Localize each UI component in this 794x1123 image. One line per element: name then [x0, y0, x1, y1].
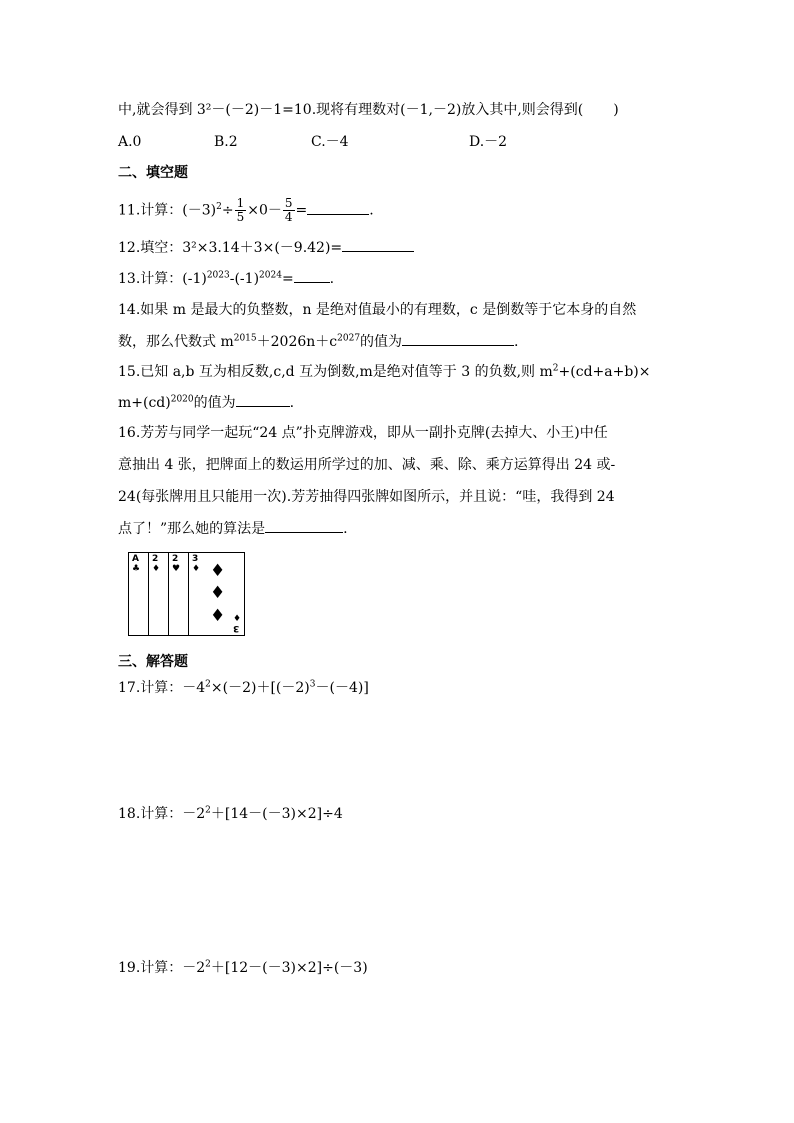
- q10-options: [118, 132, 718, 152]
- q18-a: 18.计算：－2: [118, 806, 206, 822]
- q13-mid: -(-1): [229, 271, 260, 287]
- q11-eq: =: [295, 202, 308, 219]
- answer-blank[interactable]: [236, 392, 290, 407]
- q19-b: ＋[12－(－3)×2]÷(－3): [210, 960, 368, 976]
- diamond-icon: ♦: [152, 564, 161, 574]
- q17-text: [118, 678, 369, 698]
- answer-blank[interactable]: [265, 518, 343, 533]
- q15-a: 15.已知 a,b 互为相反数,c,d 互为倒数,m是绝对值等于 3 的负数,则 m: [118, 364, 553, 380]
- frac2-den: 4: [284, 210, 293, 224]
- answer-blank[interactable]: [402, 331, 514, 346]
- fraction-1-5: [235, 197, 247, 224]
- q15-line1: [118, 362, 651, 382]
- option-c: C.－4: [311, 134, 349, 150]
- q11-div: ÷: [221, 202, 234, 219]
- diamond-icon: ♦: [192, 564, 201, 574]
- q17-c: －(－4)]: [315, 680, 369, 696]
- card-three-diamonds: [189, 553, 244, 635]
- q16-line1: 16.芳芳与同学一起玩“24 点”扑克牌游戏，即从一副扑克牌(去掉大、小王)中任: [118, 425, 608, 441]
- frac2-num: 5: [284, 196, 293, 210]
- frac1-den: 5: [236, 210, 245, 224]
- q15-b: +(cd+a+b)×: [558, 364, 651, 380]
- answer-blank[interactable]: [307, 200, 369, 215]
- card-rank-inverted: 3: [233, 623, 240, 633]
- q11-text: [118, 197, 374, 224]
- q19-text: [118, 958, 368, 978]
- q16-line3: 24(每张牌用且只能用一次).芳芳抽得四张牌如图所示，并且说：“哇，我得到 24: [118, 489, 615, 505]
- diamond-icon: ♦: [233, 614, 242, 624]
- q11-end: .: [369, 202, 374, 219]
- q12-text: [118, 237, 414, 258]
- q16-a: 点了！”那么她的算法是: [118, 521, 266, 537]
- q15-line2: [118, 392, 294, 413]
- section-2-title: 二、填空题: [118, 165, 188, 181]
- q18-text: [118, 804, 343, 824]
- answer-blank[interactable]: [342, 237, 414, 252]
- frac1-num: 1: [236, 196, 245, 210]
- fraction-5-4: [283, 197, 295, 224]
- q13-exp1: 2023: [206, 270, 230, 281]
- q13-prefix: 13.计算：(-1): [118, 271, 207, 287]
- section-3-title: 三、解答题: [118, 654, 188, 670]
- diamond-pip-icon: ♦: [210, 606, 226, 626]
- option-b: B.2: [214, 134, 238, 150]
- q18-exp: 2: [205, 805, 211, 816]
- card-ace-clubs: [129, 553, 149, 635]
- q17-exp: 2: [205, 679, 211, 690]
- q19-exp: 2: [205, 959, 211, 970]
- q14-line1: 14.如果 m 是最大的负整数，n 是绝对值最小的有理数，c 是倒数等于它本身的自然: [118, 302, 637, 318]
- q17-b: ×(－2)＋[(－2): [210, 680, 310, 696]
- q14-exp2: 2027: [337, 333, 361, 344]
- q17-a: 17.计算：－4: [118, 680, 206, 696]
- q16-end: .: [343, 521, 348, 537]
- q14-c: 的值为: [360, 334, 403, 350]
- q10-text: [118, 100, 619, 120]
- card-rank: 2: [172, 554, 179, 564]
- q15-end: .: [289, 395, 295, 411]
- q14-exp1: 2015: [233, 333, 257, 344]
- card-rank: A: [132, 554, 139, 564]
- q15-exp2: 2020: [170, 394, 194, 405]
- q15-d: 的值为: [193, 395, 236, 411]
- option-a: A.0: [118, 134, 142, 150]
- q13-eq: =: [281, 271, 294, 287]
- q15-exp1: 2: [552, 363, 559, 374]
- q18-b: ＋[14－(－3)×2]÷4: [210, 806, 343, 822]
- heart-icon: ♥: [172, 564, 181, 574]
- card-rank: 3: [192, 554, 199, 564]
- q13-end: .: [329, 271, 335, 287]
- q16-line2: 意抽出 4 张，把牌面上的数运用所学过的加、减、乘、除、乘方运算得出 24 或-: [118, 457, 616, 473]
- q13-text: [118, 268, 334, 289]
- q19-a: 19.计算：－2: [118, 960, 206, 976]
- q15-c: m+(cd): [118, 395, 171, 411]
- q11-prefix: 11.计算：(－3): [118, 202, 217, 219]
- q10-paren-close: ): [613, 102, 619, 118]
- q13-exp2: 2024: [259, 270, 282, 281]
- q17-exp2: 3: [309, 679, 316, 690]
- card-two-diamonds: [149, 553, 169, 635]
- q14-b: ＋2026n＋c: [256, 334, 338, 350]
- q14-line2: [118, 331, 519, 352]
- diamond-pip-icon: ♦: [210, 561, 226, 581]
- q16-line4: [118, 518, 348, 539]
- q14-end: .: [514, 334, 519, 350]
- q14-a: 数，那么代数式 m: [118, 334, 234, 350]
- club-icon: ♣: [132, 564, 141, 574]
- playing-cards-figure: [128, 552, 245, 636]
- q11-mid: ×0－: [247, 202, 282, 219]
- card-two-hearts: [169, 553, 189, 635]
- card-rank: 2: [152, 554, 159, 564]
- q11-exp: 2: [216, 201, 222, 212]
- option-d: D.－2: [469, 134, 508, 150]
- answer-blank[interactable]: [294, 268, 330, 283]
- q12-body: 12.填空：3²×3.14＋3×(－9.42)=: [118, 240, 343, 256]
- q10-tail: 中,就会得到 3²－(－2)－1=10.现将有理数对(－1,－2)放入其中,则会得到(: [118, 102, 584, 118]
- diamond-pip-icon: ♦: [210, 583, 226, 603]
